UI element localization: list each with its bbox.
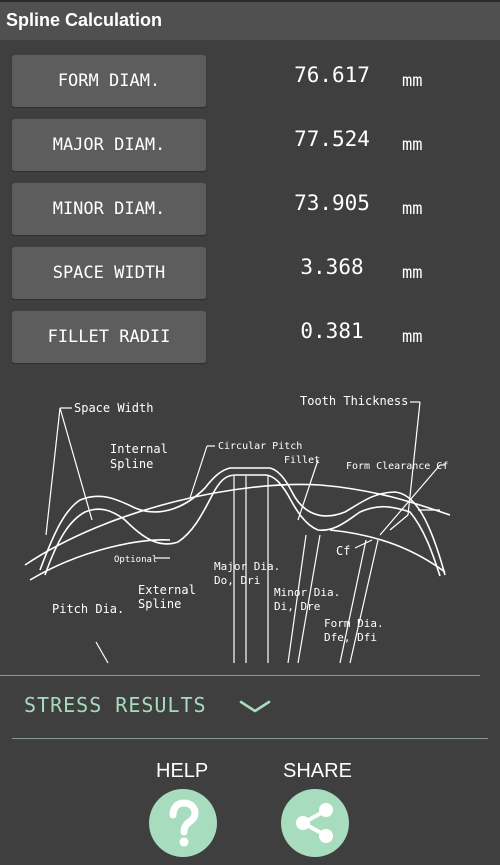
label-major-dia-sub: Do, Dri — [214, 574, 261, 587]
param-row-form-diam — [0, 55, 500, 107]
chevron-down-icon[interactable] — [238, 695, 272, 717]
space-width-value: 3.368 — [300, 255, 364, 279]
title-bar — [0, 0, 500, 40]
label-external: External — [138, 583, 196, 597]
label-internal: Internal — [110, 442, 168, 456]
fillet-radii-unit: mm — [402, 327, 423, 347]
label-form-clearance: Form Clearance Cf — [346, 461, 449, 472]
label-cf: Cf — [336, 544, 351, 558]
share-icon — [281, 789, 349, 857]
param-row-space-width — [0, 247, 500, 299]
major-diam-unit: mm — [402, 135, 423, 155]
stress-divider-top — [0, 675, 480, 676]
form-diam-button[interactable]: FORM DIAM. — [12, 55, 206, 107]
space-width-button[interactable]: SPACE WIDTH — [12, 247, 206, 299]
minor-diam-button[interactable]: MINOR DIAM. — [12, 183, 206, 235]
space-width-unit: mm — [402, 263, 423, 283]
stress-results-toggle[interactable]: STRESS RESULTS — [24, 693, 207, 717]
form-diam-unit: mm — [402, 71, 423, 91]
label-minor-dia: Minor Dia. — [274, 586, 341, 599]
help-label: HELP — [156, 760, 209, 782]
minor-diam-unit: mm — [402, 199, 423, 219]
label-form-dia: Form Dia. — [324, 617, 384, 630]
spline-diagram-svg — [0, 380, 500, 670]
label-circular-pitch: Circular Pitch — [218, 441, 303, 452]
help-button[interactable] — [149, 789, 217, 857]
share-label: SHARE — [283, 760, 352, 782]
label-pitch-dia: Pitch Dia. — [52, 602, 125, 616]
major-diam-value: 77.524 — [294, 127, 370, 151]
stress-divider-bottom — [12, 738, 488, 739]
label-tooth-thickness: Tooth Thickness — [300, 394, 409, 408]
major-diam-button[interactable]: MAJOR DIAM. — [12, 119, 206, 171]
app-title: Spline Calculation — [6, 10, 163, 30]
question-mark-icon — [149, 789, 217, 857]
label-spline-external: Spline — [138, 597, 182, 611]
label-optional: Optional — [114, 555, 158, 565]
label-spline-internal: Spline — [110, 457, 154, 471]
minor-diam-value: 73.905 — [294, 191, 370, 215]
param-row-major-diam — [0, 119, 500, 171]
param-row-fillet-radii — [0, 311, 500, 363]
spline-diagram — [0, 380, 500, 670]
form-diam-value: 76.617 — [294, 63, 370, 87]
label-minor-dia-sub: Di, Dre — [274, 600, 321, 613]
param-row-minor-diam — [0, 183, 500, 235]
share-button[interactable] — [281, 789, 349, 857]
label-space-width: Space Width — [74, 401, 154, 415]
label-fillet: Fillet — [284, 455, 321, 466]
label-major-dia: Major Dia. — [214, 560, 281, 573]
fillet-radii-button[interactable]: FILLET RADII — [12, 311, 206, 363]
label-form-dia-sub: Dfe, Dfi — [324, 631, 377, 644]
fillet-radii-value: 0.381 — [300, 319, 364, 343]
